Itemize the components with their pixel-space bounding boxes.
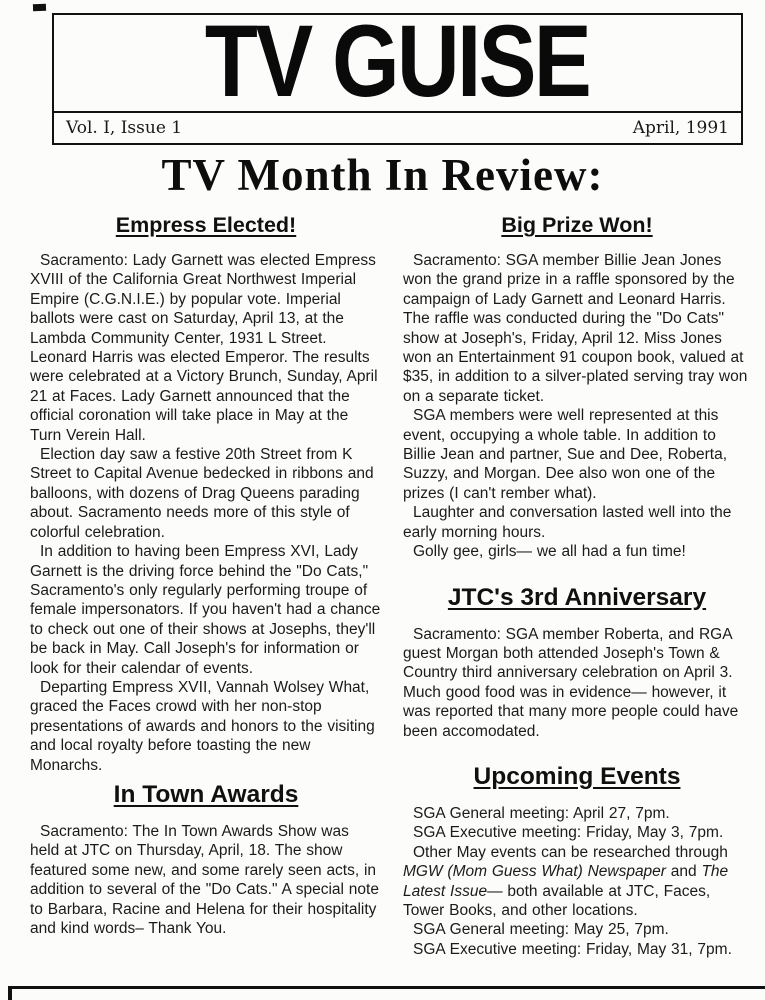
article-paragraph: In addition to having been Empress XVI, Lady Garnett is the driving force behind the "Do Cats," Sacramento's only regularly performing troupe of female impersonators. If you haven't had a chance to check out one of their shows at Josephs, they'll be back in May. Call Joseph's for information or look for their calendar of events.	[30, 543, 381, 677]
article-paragraph: SGA members were well represented at this event, occupying a whole table. In addition to Billie Jean and partner, Sue and Dee, Roberta, Suzzy, and Morgan. Dee also won one of the prizes (I can't rember what).	[403, 407, 728, 502]
right-column	[403, 207, 751, 959]
article-paragraph: Sacramento: Lady Garnett was elected Empress XVIII of the California Great Northwest Imperial Empire (C.G.N.I.E.) by popular vote. Imperial ballots were cast on Saturday, April 13, at the Lambda Community Center, 1931 L Street. Leonard Harris was elected Emperor. The results were celebrated at a Victory Brunch, Sunday, April 21 at Faces. Lady Garnett announced that the official coronation will take place in May at the Turn Verein Hall.	[30, 252, 378, 444]
volume-issue-label: Vol. I, Issue 1	[66, 118, 183, 138]
article-paragraph: Departing Empress XVII, Vannah Wolsey What, graced the Faces crowd with her non-stop presentations of awards and honors to the visiting and local royalty before toasting the new Monarchs.	[30, 678, 375, 774]
next-section-box-edge	[8, 986, 765, 1000]
masthead-info-bar	[54, 113, 741, 143]
newsletter-title	[54, 15, 741, 113]
article-paragraph: Sacramento: The In Town Awards Show was held at JTC on Thursday, April, 18. The show featured some new, and some rarely seen acts, in addition to several of the "Do Cats." A special note to Barbara, Racine and Helena for their hospitality and kind words– Thank You.	[30, 822, 379, 937]
event-item: SGA General meeting: April 27, 7pm.	[413, 804, 670, 822]
issue-date-label: April, 1991	[632, 118, 729, 138]
article-columns	[30, 207, 765, 959]
article-title-upcoming-events: Upcoming Events	[473, 762, 681, 790]
event-item: Other May events can be researched through MGW (Mom Guess What) Newspaper and The Latest Issue— both available at JTC, Faces, Tower Books, and other locations.	[403, 843, 729, 919]
article-paragraph: Golly gee, girls— we all had a fun time!	[413, 543, 686, 561]
article-paragraph: Sacramento: SGA member Roberta, and RGA guest Morgan both attended Joseph's Town & Country third anniversary celebration on April 3. Much good food was in evidence— however, it was reported that many more people could have been accomodated.	[403, 625, 739, 740]
article-paragraph: Laughter and conversation lasted well into the early morning hours.	[403, 504, 732, 541]
article-title-big-prize-won: Big Prize Won!	[501, 213, 653, 237]
article-title-empress-elected: Empress Elected!	[115, 213, 297, 237]
masthead	[52, 13, 743, 145]
event-item: SGA General meeting: May 25, 7pm.	[413, 921, 669, 939]
newsletter-title-text: TV GUISE	[205, 15, 590, 113]
article-title-jtc-anniversary: JTC's 3rd Anniversary	[447, 583, 707, 611]
article-title-in-town-awards: In Town Awards	[113, 780, 299, 808]
event-item: SGA Executive meeting: Friday, May 3, 7pm.	[413, 824, 724, 842]
scan-artifact-mark	[33, 4, 46, 11]
page-headline: TV Month In Review:	[161, 150, 604, 200]
article-paragraph: Sacramento: SGA member Billie Jean Jones won the grand prize in a raffle sponsored by the campaign of Lady Garnett and Leonard Harris. The raffle was conducted during the "Do Cats" show at Joseph's, Friday, April 12. Miss Jones won an Entertainment 91 coupon book, valued at $35, in addition to a silver-plated serving tray won on a separate ticket.	[403, 252, 748, 405]
upcoming-events-list	[403, 804, 751, 959]
event-item: SGA Executive meeting: Friday, May 31, 7pm.	[413, 940, 732, 958]
left-column	[30, 207, 382, 959]
article-paragraph: Election day saw a festive 20th Street from K Street to Capital Avenue bedecked in ribbons and balloons, with dozens of Drag Queens parading about. Sacramento needs more of this style of colorful celebration.	[30, 446, 374, 541]
